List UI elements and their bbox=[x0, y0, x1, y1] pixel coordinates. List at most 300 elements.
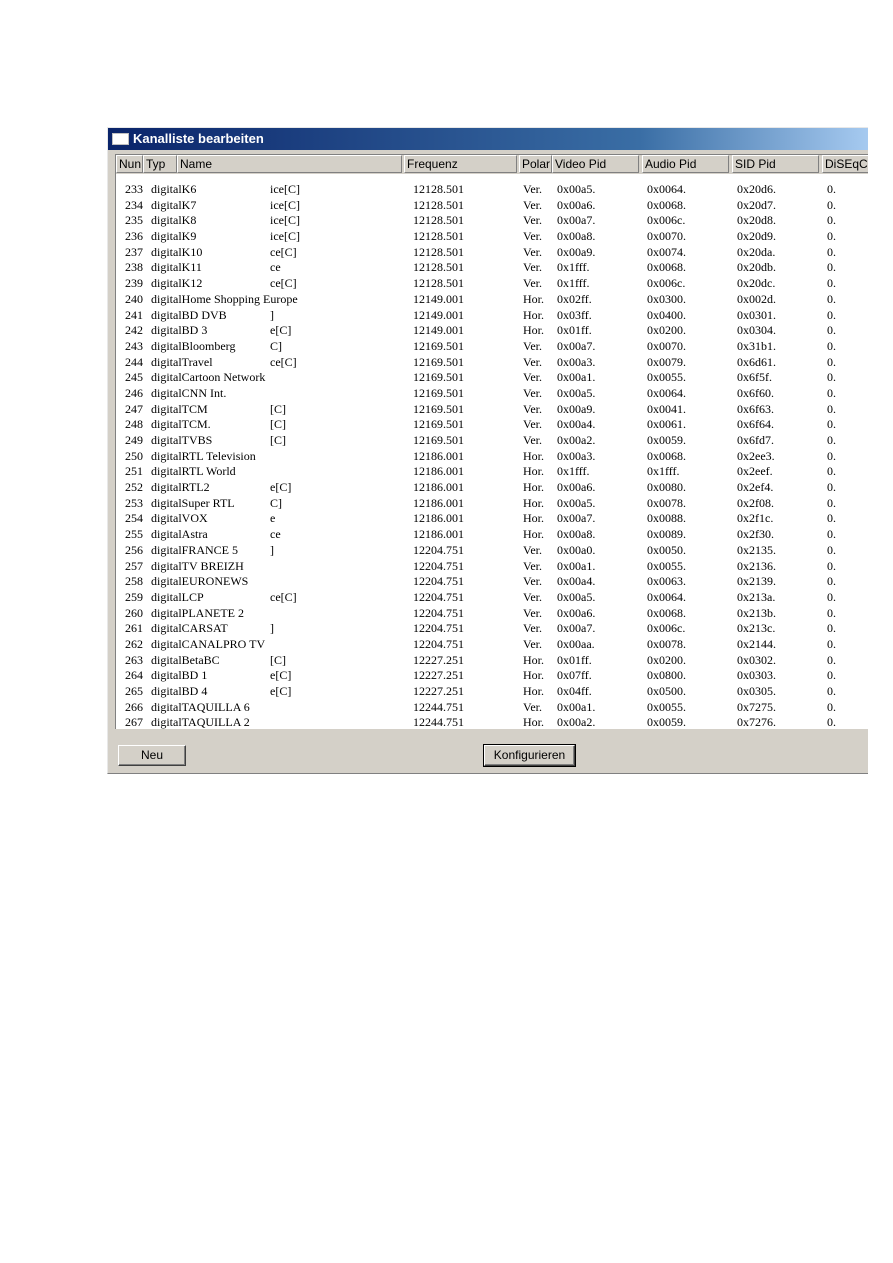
video-pid: 0x00a5. bbox=[557, 182, 596, 196]
polarization: Hor. bbox=[523, 480, 544, 495]
channel-name: Super RTL bbox=[181, 495, 235, 510]
channel-type: digital bbox=[151, 684, 182, 698]
diseqc: 0. bbox=[827, 542, 836, 557]
channel-rows bbox=[116, 182, 868, 729]
channel-name: K12 bbox=[181, 276, 203, 291]
channel-name: BD 4 bbox=[181, 684, 208, 698]
column-header-type[interactable]: Typ bbox=[143, 155, 177, 173]
diseqc: 0. bbox=[827, 433, 836, 447]
frequency: 12128.501 bbox=[413, 244, 464, 259]
table-row[interactable] bbox=[116, 260, 868, 276]
diseqc: 0. bbox=[827, 589, 836, 604]
diseqc: 0. bbox=[827, 291, 836, 306]
video-pid: 0x00a1. bbox=[557, 370, 596, 385]
video-pid: 0x00a7. bbox=[557, 338, 596, 353]
polarization: Ver. bbox=[523, 401, 542, 416]
diseqc: 0. bbox=[827, 636, 836, 651]
sid-pid: 0x20da. bbox=[737, 244, 776, 259]
diseqc: 0. bbox=[827, 354, 836, 369]
column-header-name[interactable]: Name bbox=[177, 155, 402, 173]
channel-name-suffix: C] bbox=[270, 495, 282, 510]
channel-name: RTL World bbox=[181, 464, 236, 479]
video-pid: 0x00a8. bbox=[557, 229, 596, 244]
channel-number: 259 bbox=[125, 589, 143, 604]
channel-type: digital bbox=[151, 229, 182, 244]
frequency: 12204.751 bbox=[413, 558, 464, 573]
channel-number: 236 bbox=[125, 229, 143, 244]
channel-name-suffix: e bbox=[270, 511, 276, 526]
audio-pid: 0x006c. bbox=[647, 621, 686, 636]
frequency: 12227.251 bbox=[413, 668, 464, 683]
polarization: Ver. bbox=[523, 370, 542, 385]
video-pid: 0x00a7. bbox=[557, 621, 596, 636]
audio-pid: 0x0079. bbox=[647, 354, 686, 369]
channel-type: digital bbox=[151, 652, 182, 667]
channel-type: digital bbox=[151, 527, 182, 542]
channel-type: digital bbox=[151, 385, 182, 400]
channel-name: K9 bbox=[181, 229, 197, 244]
polarization: Ver. bbox=[523, 385, 542, 400]
channel-name: TAQUILLA 6 bbox=[181, 699, 250, 714]
audio-pid: 0x0068. bbox=[647, 605, 686, 620]
channel-name-suffix: ce[C] bbox=[270, 276, 297, 291]
channel-list-window bbox=[107, 127, 868, 774]
channel-list[interactable] bbox=[115, 154, 868, 729]
table-row[interactable] bbox=[116, 668, 868, 684]
table-row[interactable] bbox=[116, 370, 868, 386]
column-header-polar[interactable]: Polar bbox=[519, 155, 552, 173]
channel-type: digital bbox=[151, 338, 182, 353]
channel-type: digital bbox=[151, 213, 182, 228]
window-icon bbox=[112, 133, 129, 145]
channel-name: LCP bbox=[181, 589, 204, 604]
channel-name: BetaBC bbox=[181, 652, 220, 667]
frequency: 12244.751 bbox=[413, 699, 464, 714]
channel-type-name bbox=[151, 260, 202, 276]
channel-name: K8 bbox=[181, 213, 197, 228]
diseqc: 0. bbox=[827, 385, 836, 400]
frequency: 12204.751 bbox=[413, 589, 464, 604]
channel-type-name bbox=[151, 386, 226, 402]
channel-name: TCM. bbox=[181, 417, 211, 432]
frequency: 12169.501 bbox=[413, 338, 464, 353]
sid-pid: 0x0304. bbox=[737, 323, 776, 338]
channel-type: digital bbox=[151, 574, 182, 589]
table-row[interactable] bbox=[116, 386, 868, 402]
diseqc: 0. bbox=[827, 621, 836, 636]
video-pid: 0x00a4. bbox=[557, 574, 596, 589]
polarization: Hor. bbox=[523, 464, 544, 479]
channel-type: digital bbox=[151, 433, 182, 447]
diseqc: 0. bbox=[827, 417, 836, 432]
polarization: Ver. bbox=[523, 229, 542, 244]
channel-number: 233 bbox=[125, 182, 143, 196]
channel-number: 244 bbox=[125, 354, 143, 369]
video-pid: 0x1fff. bbox=[557, 276, 590, 291]
channel-type-name bbox=[151, 464, 236, 480]
diseqc: 0. bbox=[827, 229, 836, 244]
channel-type: digital bbox=[151, 244, 182, 259]
sid-pid: 0x7276. bbox=[737, 715, 776, 729]
sid-pid: 0x0303. bbox=[737, 668, 776, 683]
audio-pid: 0x0050. bbox=[647, 542, 686, 557]
sid-pid: 0x2144. bbox=[737, 636, 776, 651]
diseqc: 0. bbox=[827, 370, 836, 385]
column-header-audio-pid[interactable]: Audio Pid bbox=[642, 155, 729, 173]
audio-pid: 0x0080. bbox=[647, 480, 686, 495]
channel-number: 266 bbox=[125, 699, 143, 714]
frequency: 12128.501 bbox=[413, 260, 464, 275]
diseqc: 0. bbox=[827, 464, 836, 479]
diseqc: 0. bbox=[827, 574, 836, 589]
sid-pid: 0x6f63. bbox=[737, 401, 774, 416]
table-row[interactable] bbox=[116, 559, 868, 575]
diseqc: 0. bbox=[827, 276, 836, 291]
channel-name: TCM bbox=[181, 401, 208, 416]
table-row[interactable] bbox=[116, 449, 868, 465]
video-pid: 0x00a1. bbox=[557, 558, 596, 573]
diseqc: 0. bbox=[827, 480, 836, 495]
window-title: Kanalliste bearbeiten bbox=[133, 131, 264, 146]
frequency: 12169.501 bbox=[413, 354, 464, 369]
channel-name: Travel bbox=[181, 354, 213, 369]
sid-pid: 0x2f08. bbox=[737, 495, 774, 510]
diseqc: 0. bbox=[827, 668, 836, 683]
channel-name-suffix: ice[C] bbox=[270, 229, 300, 244]
frequency: 12204.751 bbox=[413, 574, 464, 589]
frequency: 12227.251 bbox=[413, 684, 464, 698]
video-pid: 0x00a7. bbox=[557, 213, 596, 228]
channel-name: BD 1 bbox=[181, 668, 208, 683]
channel-name: K11 bbox=[181, 260, 202, 275]
table-row[interactable] bbox=[116, 182, 868, 198]
channel-number: 252 bbox=[125, 480, 143, 495]
frequency: 12128.501 bbox=[413, 197, 464, 212]
audio-pid: 0x0061. bbox=[647, 417, 686, 432]
channel-number: 237 bbox=[125, 244, 143, 259]
polarization: Hor. bbox=[523, 307, 544, 322]
channel-name-suffix: ice[C] bbox=[270, 182, 300, 196]
table-row[interactable] bbox=[116, 229, 868, 245]
channel-type-name bbox=[151, 370, 265, 386]
channel-number: 267 bbox=[125, 715, 143, 729]
channel-type: digital bbox=[151, 354, 182, 369]
sid-pid: 0x2135. bbox=[737, 542, 776, 557]
channel-type-name bbox=[151, 715, 250, 729]
frequency: 12169.501 bbox=[413, 417, 464, 432]
video-pid: 0x00a3. bbox=[557, 448, 596, 463]
table-row[interactable] bbox=[116, 511, 868, 527]
frequency: 12169.501 bbox=[413, 370, 464, 385]
audio-pid: 0x0088. bbox=[647, 511, 686, 526]
table-row[interactable] bbox=[116, 292, 868, 308]
channel-name-suffix: ice[C] bbox=[270, 197, 300, 212]
new-button[interactable]: Neu bbox=[118, 745, 186, 766]
sid-pid: 0x31b1. bbox=[737, 338, 776, 353]
channel-name: K6 bbox=[181, 182, 197, 196]
table-row[interactable] bbox=[116, 198, 868, 214]
channel-number: 260 bbox=[125, 605, 143, 620]
audio-pid: 0x0064. bbox=[647, 385, 686, 400]
frequency: 12149.001 bbox=[413, 323, 464, 338]
channel-type-name bbox=[151, 574, 248, 590]
table-row[interactable] bbox=[116, 653, 868, 669]
channel-type: digital bbox=[151, 464, 182, 479]
table-row[interactable] bbox=[116, 245, 868, 261]
column-header-num[interactable]: Nun bbox=[116, 155, 143, 173]
frequency: 12186.001 bbox=[413, 480, 464, 495]
channel-type-name bbox=[151, 245, 202, 261]
frequency: 12244.751 bbox=[413, 715, 464, 729]
channel-type: digital bbox=[151, 291, 182, 306]
channel-type-name bbox=[151, 621, 228, 637]
audio-pid: 0x0068. bbox=[647, 197, 686, 212]
polarization: Ver. bbox=[523, 213, 542, 228]
channel-type-name bbox=[151, 292, 298, 308]
sid-pid: 0x213b. bbox=[737, 605, 776, 620]
polarization: Ver. bbox=[523, 244, 542, 259]
table-row[interactable] bbox=[116, 276, 868, 292]
table-row[interactable] bbox=[116, 339, 868, 355]
channel-type: digital bbox=[151, 715, 182, 729]
channel-number: 235 bbox=[125, 213, 143, 228]
table-row[interactable] bbox=[116, 574, 868, 590]
channel-name-suffix: e[C] bbox=[270, 323, 292, 338]
channel-number: 247 bbox=[125, 401, 143, 416]
channel-type-name bbox=[151, 417, 211, 433]
diseqc: 0. bbox=[827, 448, 836, 463]
channel-type-name bbox=[151, 653, 220, 669]
frequency: 12186.001 bbox=[413, 448, 464, 463]
audio-pid: 0x0400. bbox=[647, 307, 686, 322]
channel-number: 256 bbox=[125, 542, 143, 557]
table-row[interactable] bbox=[116, 464, 868, 480]
channel-name: CARSAT bbox=[181, 621, 228, 636]
channel-name-suffix: ce[C] bbox=[270, 354, 297, 369]
channel-type-name bbox=[151, 480, 210, 496]
video-pid: 0x07ff. bbox=[557, 668, 592, 683]
diseqc: 0. bbox=[827, 197, 836, 212]
table-row[interactable] bbox=[116, 527, 868, 543]
frequency: 12169.501 bbox=[413, 385, 464, 400]
video-pid: 0x00aa. bbox=[557, 636, 595, 651]
video-pid: 0x1fff. bbox=[557, 464, 590, 479]
frequency: 12227.251 bbox=[413, 652, 464, 667]
table-row[interactable] bbox=[116, 496, 868, 512]
audio-pid: 0x0089. bbox=[647, 527, 686, 542]
table-row[interactable] bbox=[116, 308, 868, 324]
frequency: 12186.001 bbox=[413, 495, 464, 510]
column-header-video-pid[interactable]: Video Pid bbox=[552, 155, 639, 173]
sid-pid: 0x20d9. bbox=[737, 229, 776, 244]
channel-type-name bbox=[151, 496, 235, 512]
channel-name-suffix: ce bbox=[270, 260, 281, 275]
channel-name-suffix: e[C] bbox=[270, 684, 292, 698]
audio-pid: 0x006c. bbox=[647, 276, 686, 291]
sid-pid: 0x20dc. bbox=[737, 276, 776, 291]
channel-type-name bbox=[151, 449, 256, 465]
channel-number: 250 bbox=[125, 448, 143, 463]
video-pid: 0x00a5. bbox=[557, 495, 596, 510]
sid-pid: 0x002d. bbox=[737, 291, 776, 306]
video-pid: 0x00a3. bbox=[557, 354, 596, 369]
polarization: Hor. bbox=[523, 511, 544, 526]
channel-number: 248 bbox=[125, 417, 143, 432]
frequency: 12204.751 bbox=[413, 542, 464, 557]
polarization: Ver. bbox=[523, 433, 542, 447]
channel-type-name bbox=[151, 323, 207, 339]
table-row[interactable] bbox=[116, 590, 868, 606]
channel-type: digital bbox=[151, 401, 182, 416]
channel-type: digital bbox=[151, 699, 182, 714]
channel-name: EURONEWS bbox=[181, 574, 249, 589]
channel-number: 238 bbox=[125, 260, 143, 275]
channel-type-name bbox=[151, 276, 202, 292]
channel-type-name bbox=[151, 213, 196, 229]
channel-number: 251 bbox=[125, 464, 143, 479]
table-row[interactable] bbox=[116, 417, 868, 433]
channel-name: TV BREIZH bbox=[181, 558, 244, 573]
channel-type-name bbox=[151, 684, 207, 700]
channel-type: digital bbox=[151, 370, 182, 385]
channel-number: 265 bbox=[125, 684, 143, 698]
table-row[interactable] bbox=[116, 606, 868, 622]
diseqc: 0. bbox=[827, 684, 836, 698]
channel-type: digital bbox=[151, 417, 182, 432]
polarization: Ver. bbox=[523, 338, 542, 353]
channel-name: TVBS bbox=[181, 433, 213, 447]
table-row[interactable] bbox=[116, 355, 868, 371]
diseqc: 0. bbox=[827, 558, 836, 573]
channel-type: digital bbox=[151, 542, 182, 557]
table-row[interactable] bbox=[116, 480, 868, 496]
sid-pid: 0x2136. bbox=[737, 558, 776, 573]
sid-pid: 0x6f64. bbox=[737, 417, 774, 432]
sid-pid: 0x2ef4. bbox=[737, 480, 774, 495]
diseqc: 0. bbox=[827, 401, 836, 416]
channel-type-name bbox=[151, 355, 213, 371]
channel-number: 239 bbox=[125, 276, 143, 291]
channel-number: 261 bbox=[125, 621, 143, 636]
sid-pid: 0x0301. bbox=[737, 307, 776, 322]
table-row[interactable] bbox=[116, 715, 868, 729]
table-row[interactable] bbox=[116, 700, 868, 716]
channel-name: Bloomberg bbox=[181, 338, 236, 353]
channel-type: digital bbox=[151, 480, 182, 495]
column-header-frequency[interactable]: Frequenz bbox=[404, 155, 517, 173]
diseqc: 0. bbox=[827, 495, 836, 510]
title-bar[interactable] bbox=[108, 128, 868, 150]
video-pid: 0x1fff. bbox=[557, 260, 590, 275]
polarization: Hor. bbox=[523, 652, 544, 667]
polarization: Hor. bbox=[523, 715, 544, 729]
video-pid: 0x00a9. bbox=[557, 244, 596, 259]
table-row[interactable] bbox=[116, 213, 868, 229]
channel-type-name bbox=[151, 402, 208, 418]
sid-pid: 0x0302. bbox=[737, 652, 776, 667]
channel-name-suffix: [C] bbox=[270, 401, 286, 416]
audio-pid: 0x0068. bbox=[647, 260, 686, 275]
channel-type: digital bbox=[151, 260, 182, 275]
audio-pid: 0x0200. bbox=[647, 652, 686, 667]
polarization: Hor. bbox=[523, 668, 544, 683]
column-header-sid-pid[interactable]: SID Pid bbox=[732, 155, 819, 173]
channel-name: VOX bbox=[181, 511, 208, 526]
channel-name-suffix: ce[C] bbox=[270, 589, 297, 604]
channel-name-suffix: e[C] bbox=[270, 668, 292, 683]
audio-pid: 0x1fff. bbox=[647, 464, 680, 479]
diseqc: 0. bbox=[827, 511, 836, 526]
table-row[interactable] bbox=[116, 433, 868, 449]
video-pid: 0x00a9. bbox=[557, 401, 596, 416]
sid-pid: 0x6f5f. bbox=[737, 370, 772, 385]
frequency: 12204.751 bbox=[413, 621, 464, 636]
sid-pid: 0x213c. bbox=[737, 621, 776, 636]
audio-pid: 0x0064. bbox=[647, 182, 686, 196]
channel-number: 240 bbox=[125, 291, 143, 306]
video-pid: 0x00a6. bbox=[557, 605, 596, 620]
polarization: Hor. bbox=[523, 684, 544, 698]
channel-type-name bbox=[151, 182, 196, 198]
channel-type-name bbox=[151, 527, 208, 543]
channel-type-name bbox=[151, 229, 196, 245]
audio-pid: 0x0500. bbox=[647, 684, 686, 698]
channel-number: 246 bbox=[125, 385, 143, 400]
configure-button[interactable]: Konfigurieren bbox=[484, 745, 575, 766]
video-pid: 0x00a2. bbox=[557, 715, 596, 729]
channel-name-suffix: C] bbox=[270, 338, 282, 353]
video-pid: 0x01ff. bbox=[557, 323, 592, 338]
audio-pid: 0x0041. bbox=[647, 401, 686, 416]
sid-pid: 0x7275. bbox=[737, 699, 776, 714]
polarization: Hor. bbox=[523, 527, 544, 542]
sid-pid: 0x2f30. bbox=[737, 527, 774, 542]
video-pid: 0x00a5. bbox=[557, 385, 596, 400]
diseqc: 0. bbox=[827, 652, 836, 667]
sid-pid: 0x2eef. bbox=[737, 464, 773, 479]
audio-pid: 0x0055. bbox=[647, 699, 686, 714]
table-row[interactable] bbox=[116, 621, 868, 637]
audio-pid: 0x0070. bbox=[647, 338, 686, 353]
video-pid: 0x02ff. bbox=[557, 291, 592, 306]
channel-name-suffix: ce[C] bbox=[270, 244, 297, 259]
table-row[interactable] bbox=[116, 543, 868, 559]
sid-pid: 0x20d8. bbox=[737, 213, 776, 228]
channel-type-name bbox=[151, 543, 238, 559]
video-pid: 0x00a6. bbox=[557, 197, 596, 212]
frequency: 12128.501 bbox=[413, 229, 464, 244]
table-row[interactable] bbox=[116, 684, 868, 700]
channel-type: digital bbox=[151, 668, 182, 683]
diseqc: 0. bbox=[827, 323, 836, 338]
channel-type: digital bbox=[151, 323, 182, 338]
table-row[interactable] bbox=[116, 323, 868, 339]
channel-number: 254 bbox=[125, 511, 143, 526]
column-header-diseqc[interactable]: DiSEqC bbox=[822, 155, 868, 173]
channel-type: digital bbox=[151, 589, 182, 604]
table-row[interactable] bbox=[116, 402, 868, 418]
frequency: 12169.501 bbox=[413, 433, 464, 447]
polarization: Ver. bbox=[523, 354, 542, 369]
table-row[interactable] bbox=[116, 637, 868, 653]
polarization: Ver. bbox=[523, 605, 542, 620]
polarization: Hor. bbox=[523, 448, 544, 463]
channel-name-suffix: ce bbox=[270, 527, 281, 542]
frequency: 12204.751 bbox=[413, 636, 464, 651]
sid-pid: 0x2f1c. bbox=[737, 511, 774, 526]
video-pid: 0x00a7. bbox=[557, 511, 596, 526]
diseqc: 0. bbox=[827, 715, 836, 729]
